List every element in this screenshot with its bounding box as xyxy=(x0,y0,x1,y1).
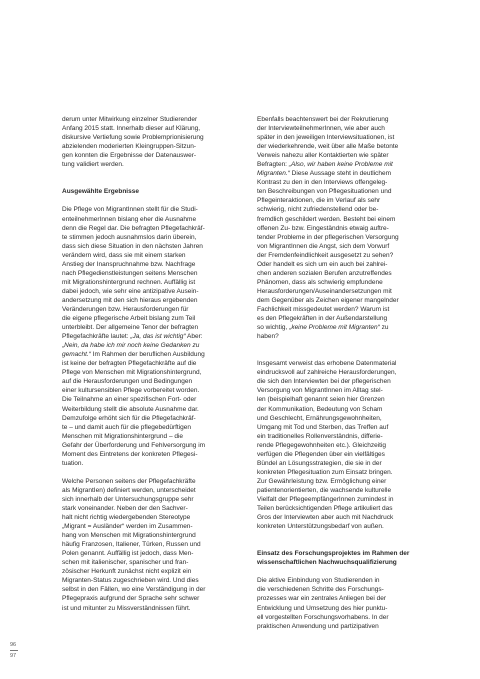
text-line: Versorgung von MigrantInnen im Alltag stel- xyxy=(257,387,383,395)
page-numbers xyxy=(10,641,18,660)
text-line: zösischer Herkunft zunächst nicht explizit ein xyxy=(62,568,192,576)
page-number-divider xyxy=(10,650,18,651)
text-line: Umgang mit Tod und Sterben, das Treffen auf xyxy=(257,423,389,431)
intro-paragraph xyxy=(62,115,252,169)
text-line: gen konnten die Ergebnisse der Datenauswer- xyxy=(62,152,197,160)
text-line: verfügen die Pflegenden über ein vielfältiges xyxy=(257,450,385,458)
text-line: tender Probleme in der pflegerischen Versorgung xyxy=(257,233,399,241)
text-line: abzielenden moderierten Kleingruppen-Sitzun- xyxy=(62,143,197,151)
text-line: und Geschlecht, Ernährungsgewohnheiten, xyxy=(257,414,382,422)
text-line: später in den jeweiligen Interviewsituationen, ist xyxy=(257,134,395,142)
text-line: Gros der Interviewten aber auch mit Nachdruck xyxy=(257,514,394,522)
text-line: denn die Regel dar. Die befragten Pflegefachkräf- xyxy=(62,224,205,232)
section-heading-results: Ausgewählte Ergebnisse xyxy=(62,188,139,196)
text-line: von MigrantInnen die Angst, sich dem Vorwurf xyxy=(257,242,390,250)
text-line: Demzufolge erhöht sich für die Pflegefachkräf- xyxy=(62,414,196,422)
text-line: patientenorientierten, die wachsende kulturelle xyxy=(257,486,392,494)
text-line: ist keine der befragten Pflegefachkräfte auf die xyxy=(62,360,197,368)
text-line: Polen genannt. Auffällig ist jedoch, dass Men- xyxy=(62,550,194,558)
text-line: die eigene pflegerische Arbeit bislang zum Teil xyxy=(62,315,196,323)
section-heading-project: Einsatz des Forschungsprojektes im Rahmen der xyxy=(257,550,410,558)
text-line: fremdlich geschildert werden. Besteht bei einem xyxy=(257,215,396,223)
text-line: Herausforderungen/Auseinandersetzungen mit xyxy=(257,287,392,295)
text-line: Menschen mit Migrationshintergrund – die xyxy=(62,432,184,440)
left-column xyxy=(62,115,252,613)
text-line: tung validiert werden. xyxy=(62,161,124,169)
text-line: dabei jedoch, wie sehr eine antizipative Ausein- xyxy=(62,287,199,295)
text-line: Oder handelt es sich um ein auch bei zahlrei- xyxy=(257,260,388,268)
text-line: unterbleibt. Der allgemeine Tenor der befragten xyxy=(62,324,199,332)
text-line: Anstieg der Inanspruchnahme bzw. Nachfrage xyxy=(62,260,196,268)
paragraph-results xyxy=(62,205,252,467)
text-line: „Migrant = Ausländer“ werden im Zusammen- xyxy=(62,523,193,531)
text-line: Befragten: „Also, wir haben keine Probleme mit xyxy=(257,161,393,169)
text-line: te – und damit auch für die pflegebedürftigen xyxy=(62,423,192,431)
text-line: schen mit italienischer, spanischer und fran- xyxy=(62,559,189,567)
text-line: Weiterbildung stellt die absolute Ausnahme dar. xyxy=(62,405,199,413)
text-line: der wiederkehrende, weit über alle Maße betonte xyxy=(257,143,399,151)
text-line: Pflegeinteraktionen, die im Verlauf als sehr xyxy=(257,197,381,205)
text-line: der Kommunikation, Bedeutung von Scham xyxy=(257,405,383,413)
text-line: Welche Personen seitens der Pflegefachkräfte xyxy=(62,477,196,485)
section-heading-project-cont: wissenschaftlichen Nachwuchsqualifizierung xyxy=(257,559,397,567)
text-line: mit Migrationshintergrund rechnen. Auffällig ist xyxy=(62,278,196,286)
text-line: enteilnehmerInnen bislang eher die Ausnahme xyxy=(62,215,197,223)
page-number-right: 97 xyxy=(10,653,17,659)
text-line: konkreten Unterstützungsbedarf von außen. xyxy=(257,523,384,531)
text-line: verändern wird, dass sie mit einem starken xyxy=(62,251,186,259)
text-line: Veränderungen bzw. Herausforderungen für xyxy=(62,305,189,313)
text-line: ist und mitunter zu Missverständnissen führt. xyxy=(62,604,191,612)
text-line: so wichtig, „keine Probleme mit Migranten“ zu xyxy=(257,324,389,332)
text-line: schwierig, nicht zufriedenstellend oder be- xyxy=(257,206,379,214)
paragraph-challenges xyxy=(257,359,447,531)
right-column xyxy=(257,115,447,631)
text-line: Die Teilnahme an einer spezifischen Fort- oder xyxy=(62,396,197,404)
paragraph-recruitment xyxy=(257,115,447,341)
text-line: ten Beschreibungen von Pflegesituationen und xyxy=(257,188,392,196)
text-line: der Fremdenfeindlichkeit ausgesetzt zu sehen? xyxy=(257,251,394,259)
paragraph-student-involvement xyxy=(257,576,447,630)
text-line: auf die Herausforderungen und Bedingungen xyxy=(62,378,193,386)
text-line: als MigrantIen) definiert werden, unterscheidet xyxy=(62,486,196,494)
text-line: häufig Franzosen, Italiener, Türken, Russen und xyxy=(62,541,201,549)
text-line: Migranten.“ Diese Aussage steht in deutlichem xyxy=(257,170,392,178)
text-line: gemacht.“ Im Rahmen der beruflichen Ausbildung xyxy=(62,351,205,359)
text-line: offenen Zu- bzw. Eingeständnis etwaig auftre- xyxy=(257,224,389,232)
text-line: nach Pflegedienstleistungen seitens Menschen xyxy=(62,269,198,277)
text-line: „Nein, da habe ich mir noch keine Gedanken zu xyxy=(62,342,200,350)
text-line: praktischen Anwendung und partizipativen xyxy=(257,622,379,630)
text-line: Die aktive Einbindung von Studierenden in xyxy=(257,577,380,585)
text-line: tuation. xyxy=(62,459,84,467)
text-line: Zur Gewährleistung bzw. Ermöglichung einer xyxy=(257,477,387,485)
text-line: die verschiedenen Schritte des Forschungs- xyxy=(257,586,384,594)
text-line: hang von Menschen mit Migrationshintergrund xyxy=(62,532,196,540)
text-line: selbst in den Fällen, wo eine Verständigung in der xyxy=(62,586,206,594)
text-line: Die Pflege von MigrantInnen stellt für die Studi- xyxy=(62,206,198,214)
text-line: Pflegefachkräfte lautet: „Ja, das ist wichtig“ Aber: xyxy=(62,333,203,341)
text-line: derum unter Mitwirkung einzelner Studierender xyxy=(62,116,198,123)
text-line: Pflegepraxis aufgrund der Sprache sehr schwer xyxy=(62,595,200,603)
text-line: diskursive Vertiefung sowie Problemprionisierung xyxy=(62,134,204,142)
text-line: halt nicht richtig wiedergebenden Stereotype xyxy=(62,514,191,522)
text-line: chen anderen sozialen Berufen anzutreffendes xyxy=(257,269,392,277)
text-line: Gefahr der Überforderung und Fehlversorgung im xyxy=(62,441,206,449)
text-line: prozesses war ein zentrales Anliegen bei der xyxy=(257,595,386,603)
text-line: te stimmen jedoch ausnahmslos darin überein, xyxy=(62,233,197,241)
text-line: Moment des Eintretens der konkreten Pflegesi- xyxy=(62,450,198,458)
text-line: die sich den Interviewten bei der pflegerischen xyxy=(257,378,391,386)
text-line: stark voneinander. Neben der den Sachver- xyxy=(62,505,188,513)
text-line: der InterviewteilnehmerInnen, wie aber auch xyxy=(257,125,385,133)
text-line: einer kultursensiblen Pflege vorbereitet worden. xyxy=(62,387,200,395)
page-number-left: 96 xyxy=(10,642,17,648)
text-line: andersetzung mit den sich hieraus ergebenden xyxy=(62,296,198,304)
text-line: Insgesamt verweist das erhobene Datenmaterial xyxy=(257,360,397,368)
text-line: Ebenfalls beachtenswert bei der Rekrutierung xyxy=(257,116,389,123)
text-line: haben? xyxy=(257,333,279,341)
text-line: Entwicklung und Umsetzung des hier punktu- xyxy=(257,604,388,612)
text-line: ell vorgestellten Forschungsvorhabens. In der xyxy=(257,613,389,621)
paragraph-migrant-definition xyxy=(62,477,252,613)
text-line: Phänomen, dass als schwierig empfundene xyxy=(257,278,383,286)
text-line: Verweis nahezu aller Kontaktierten wie später xyxy=(257,152,389,160)
text-line: dass sich diese Situation in den nächsten Jahren xyxy=(62,242,203,250)
text-line: Migranten-Status zugeschrieben wird. Und dies xyxy=(62,577,199,585)
text-line: Teilen berücksichtigenden Pflege artikuliert das xyxy=(257,505,393,513)
text-line: sich innerhalb der Untersuchungsgruppe sehr xyxy=(62,495,194,503)
text-line: konkreten Pflegesituation zum Einsatz bringen. xyxy=(257,468,393,476)
text-line: dem Gegenüber als Zeichen eigener mangelnder xyxy=(257,296,399,304)
text-line: len (beispielhaft genannt seien hier Grenzen xyxy=(257,396,385,404)
text-line: Fachlichkeit missgedeutet werden? Warum ist xyxy=(257,305,390,313)
text-line: eindrucksvoll auf zahlreiche Herausforderungen, xyxy=(257,369,397,377)
text-line: rende Pflegegewohnheiten etc.). Gleichzeitig xyxy=(257,441,386,449)
text-line: Vielfalt der PflegeempfängerInnen zumindest in xyxy=(257,495,394,503)
text-line: ein traditionelles Rollenverständnis, differie- xyxy=(257,432,383,440)
text-line: es den Pflegekräften in der Außendarstellung xyxy=(257,315,388,323)
text-line: Bündel an Lösungsstrategien, die sie in der xyxy=(257,459,382,467)
text-line: Pflege von Menschen mit Migrationshintergrund, xyxy=(62,369,202,377)
text-line: Anfang 2015 statt. Innerhalb dieser auf Klärung, xyxy=(62,125,201,133)
text-line: Kontrast zu den in den Interviews offengeleg- xyxy=(257,179,388,187)
